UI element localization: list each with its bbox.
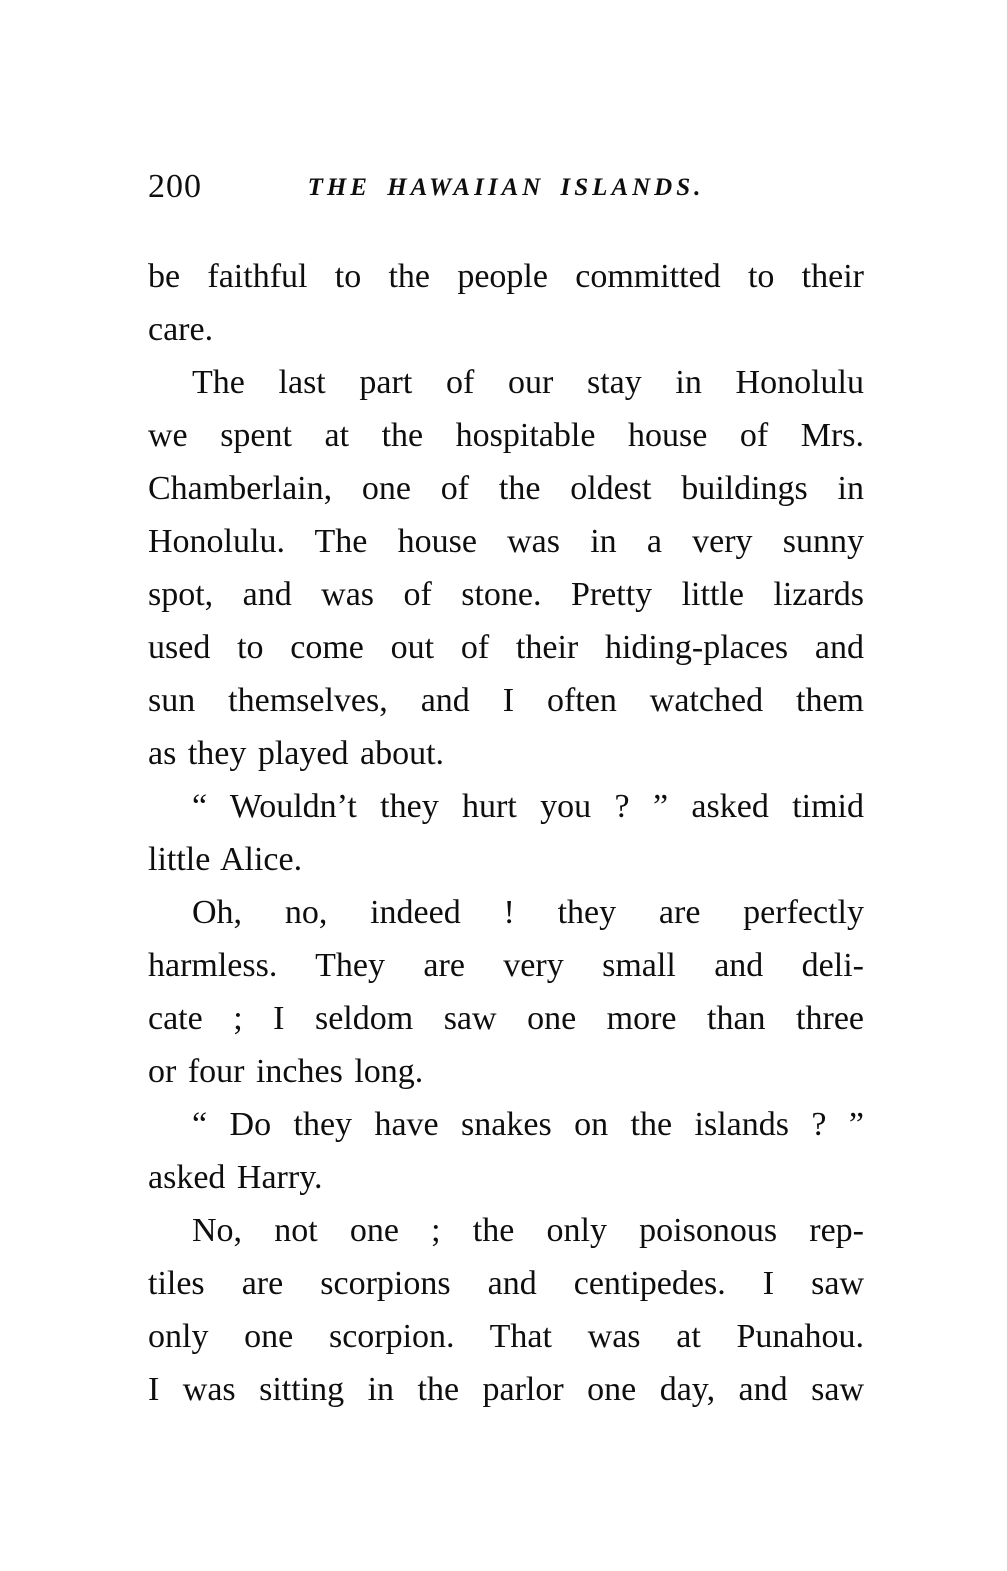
paragraph — [148, 356, 864, 780]
text-line: or four inches long. — [148, 1053, 424, 1090]
text-line: “ Wouldn’t they hurt you ? ” asked timid — [192, 788, 864, 825]
paragraph — [148, 250, 864, 356]
text-line: spot, and was of stone. Pretty little lizards — [148, 576, 864, 613]
paragraph — [148, 1098, 864, 1204]
text-line: used to come out of their hiding-places and — [148, 629, 864, 666]
text-line: only one scorpion. That was at Punahou. — [148, 1318, 864, 1355]
running-title: THE HAWAIIAN ISLANDS. — [307, 174, 705, 201]
text-line: Honolulu. The house was in a very sunny — [148, 523, 864, 560]
text-line: “ Do they have snakes on the islands ? ” — [192, 1106, 864, 1143]
text-line: tiles are scorpions and centipedes. I saw — [148, 1265, 864, 1302]
text-line: asked Harry. — [148, 1159, 323, 1196]
text-line: we spent at the hospitable house of Mrs. — [148, 417, 864, 454]
paragraph — [148, 886, 864, 1098]
paragraph — [148, 1204, 864, 1416]
text-line: Oh, no, indeed ! they are perfectly — [192, 894, 864, 931]
body-text — [148, 250, 864, 1416]
text-line: I was sitting in the parlor one day, and saw — [148, 1371, 864, 1408]
paragraph — [148, 780, 864, 886]
text-line: The last part of our stay in Honolulu — [192, 364, 864, 401]
text-line: little Alice. — [148, 841, 303, 878]
text-line: Chamberlain, one of the oldest buildings in — [148, 470, 864, 507]
text-line: be faithful to the people committed to their — [148, 258, 864, 295]
text-line: as they played about. — [148, 735, 445, 772]
page-number: 200 — [148, 168, 202, 205]
text-line: cate ; I seldom saw one more than three — [148, 1000, 864, 1037]
text-line: No, not one ; the only poisonous rep- — [192, 1212, 864, 1249]
text-line: harmless. They are very small and deli- — [148, 947, 864, 984]
text-line: sun themselves, and I often watched them — [148, 682, 864, 719]
page-header — [148, 166, 864, 212]
text-line: care. — [148, 311, 214, 348]
